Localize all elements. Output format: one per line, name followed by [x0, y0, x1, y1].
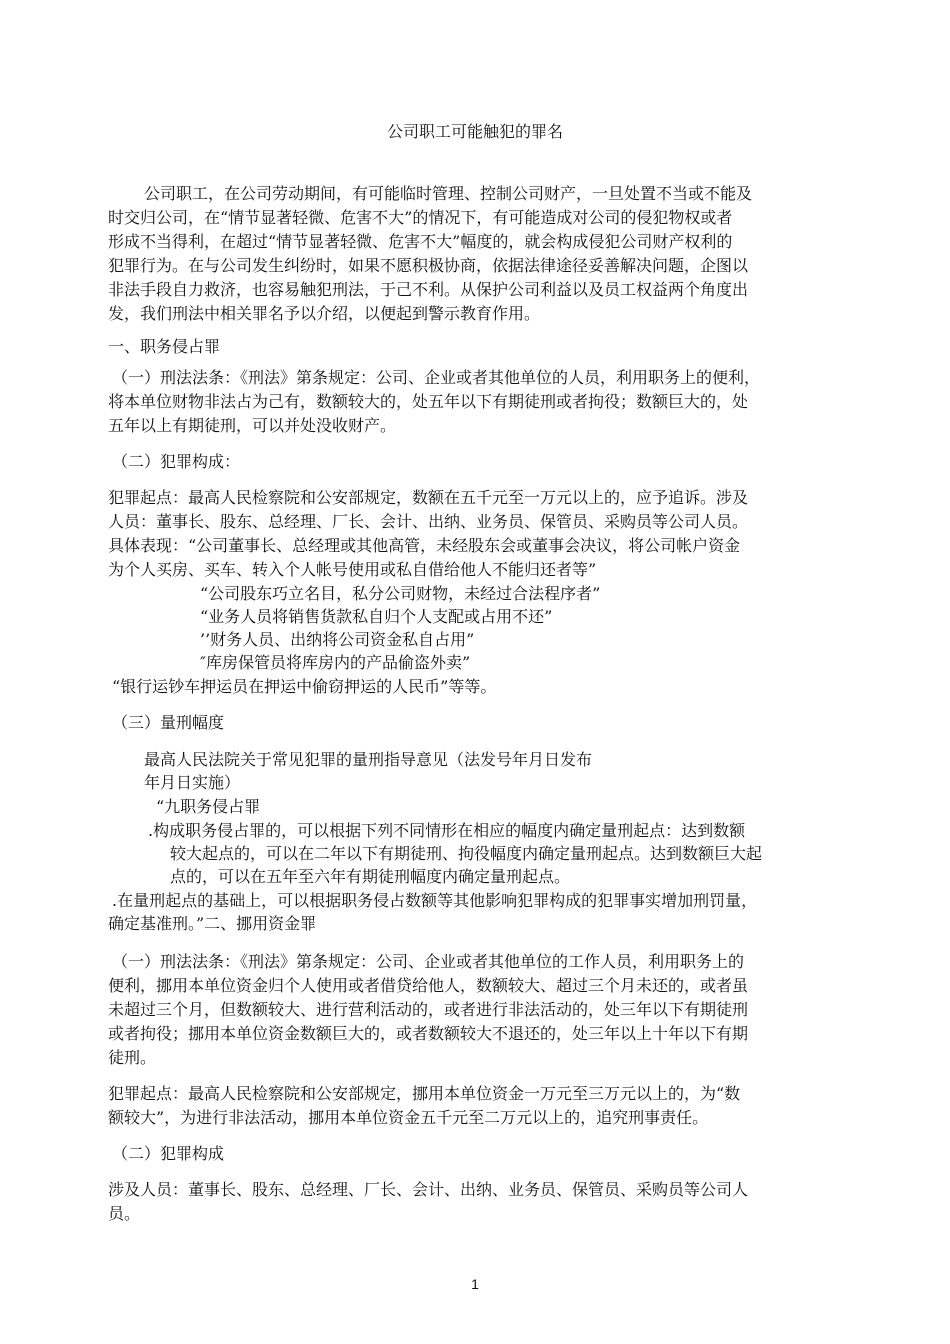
intro-line: 公司职工，在公司劳动期间，有可能临时管理、控制公司财产，一旦处置不当或不能及 [144, 184, 753, 203]
law-line: （一）刑法法条：《刑法》第条规定：公司、企业或者其他单位的工作人员，利用职务上的 [112, 952, 745, 971]
subsection-heading: （二）犯罪构成： [112, 452, 241, 471]
intro-line: 形成不当得利，在超过“情节显著轻微、危害不大”幅度的，就会构成侵犯公司财产权利的 [108, 232, 733, 251]
threshold-line: 犯罪起点：最高人民检察院和公安部规定，挪用本单位资金一万元至三万元以上的，为“数 [108, 1084, 741, 1103]
opinion-line: 最高人民法院关于常见犯罪的量刑指导意见（法发号年月日发布 [144, 750, 593, 769]
subsection-heading: （二）犯罪构成 [112, 1144, 225, 1163]
intro-line: 犯罪行为。在与公司发生纠纷时，如果不愿积极协商，依据法律途径妥善解决问题，企图以 [108, 256, 749, 275]
intro-line: 时交归公司，在“情节显著轻微、危害不大”的情况下，有可能造成对公司的侵犯物权或者 [108, 208, 733, 227]
example-item: “银行运钞车押运员在押运中偷窃押运的人民币”等等。 [112, 677, 497, 696]
law-line: 将本单位财物非法占为己有，数额较大的，处五年以下有期徒刑或者拘役；数额巨大的，处 [108, 392, 749, 411]
opinion-line: 年月日实施） [144, 773, 241, 792]
composition-line: 具体表现：“公司董事长、总经理或其他高管，未经股东会或董事会决议，将公司帐户资金 [108, 536, 741, 555]
page-number: 1 [471, 1276, 479, 1292]
persons-line: 员。 [108, 1204, 141, 1223]
persons-line: 涉及人员：董事长、股东、总经理、厂长、会计、出纳、业务员、保管员、采购员等公司人 [108, 1180, 749, 1199]
sentencing-item: 确定基准刑。”二、挪用资金罪 [108, 914, 317, 933]
law-line: 便利，挪用本单位资金归个人使用或者借贷给他人，数额较大、超过三个月未还的，或者虽 [108, 976, 749, 995]
composition-line: 人员：董事长、股东、总经理、厂长、会计、出纳、业务员、保管员、采购员等公司人员。 [108, 512, 749, 531]
law-line: 五年以上有期徒刑，可以并处没收财产。 [108, 416, 397, 435]
sentencing-item: .在量刑起点的基础上，可以根据职务侵占数额等其他影响犯罪构成的犯罪事实增加刑罚量， [112, 891, 758, 910]
sentencing-item: 点的，可以在五年至六年有期徒刑幅度内确定量刑起点。 [170, 867, 571, 886]
document-title: 公司职工可能触犯的罪名 [386, 122, 563, 141]
intro-line: 非法手段自力救济，也容易触犯刑法，于己不利。从保护公司利益以及员工权益两个角度出 [108, 280, 749, 299]
intro-line: 发，我们刑法中相关罪名予以介绍，以便起到警示教育作用。 [108, 304, 541, 323]
law-line: 未超过三个月，但数额较大、进行营利活动的，或者进行非法活动的，处三年以下有期徒刑 [108, 1000, 749, 1019]
sentencing-item: 较大起点的，可以在二年以下有期徒刑、拘役幅度内确定量刑起点。达到数额巨大起 [170, 844, 763, 863]
example-item: ’’财务人员、出纳将公司资金私自占用” [200, 630, 475, 649]
subsection-heading: （三）量刑幅度 [112, 713, 225, 732]
composition-line: 为个人买房、买车、转入个人帐号使用或私自借给他人不能归还者等” [108, 560, 597, 579]
law-line: 或者拘役；挪用本单位资金数额巨大的，或者数额较大不退还的，处三年以上十年以下有期 [108, 1024, 749, 1043]
law-line: 徒刑。 [108, 1048, 157, 1067]
example-item: ″库房保管员将库房内的产品偷盗外卖” [200, 653, 471, 672]
example-item: “公司股东巧立名目，私分公司财物，未经过合法程序者” [200, 584, 601, 603]
sentencing-item: .构成职务侵占罪的，可以根据下列不同情形在相应的幅度内确定量刑起点：达到数额 [148, 821, 746, 840]
quote-title: “九职务侵占罪 [156, 797, 261, 816]
composition-line: 犯罪起点：最高人民检察院和公安部规定，数额在五千元至一万元以上的，应予追诉。涉及 [108, 488, 749, 507]
example-item: “业务人员将销售货款私自归个人支配或占用不还” [200, 607, 553, 626]
section-heading: 一、职务侵占罪 [108, 337, 221, 356]
law-line: （一）刑法法条：《刑法》第条规定：公司、企业或者其他单位的人员，利用职务上的便利， [112, 368, 761, 387]
threshold-line: 额较大”，为进行非法活动，挪用本单位资金五千元至二万元以上的，追究刑事责任。 [108, 1108, 709, 1127]
